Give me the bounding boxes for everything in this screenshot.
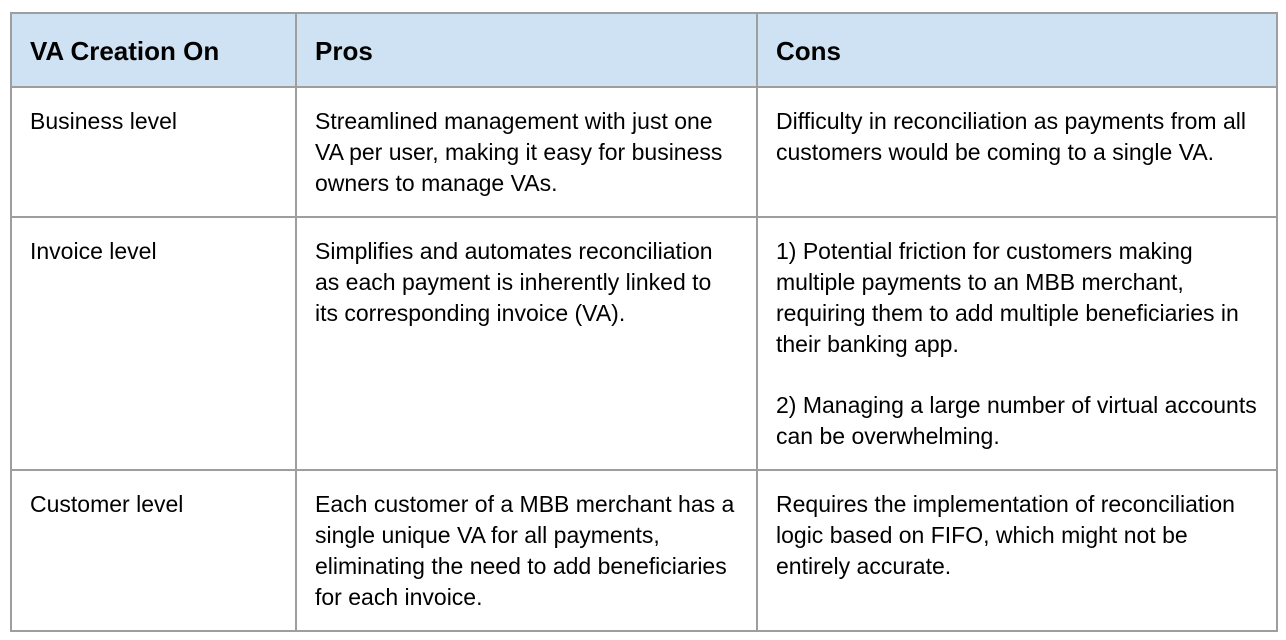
comparison-table-container — [10, 12, 1278, 632]
cell-pros — [296, 470, 757, 631]
header-cons: Cons — [757, 13, 1277, 87]
table-header-row — [11, 13, 1277, 87]
cell-level — [11, 217, 296, 470]
cons-text: Difficulty in reconciliation as payments from all customers would be coming to a single VA. — [776, 108, 1246, 165]
cell-cons — [757, 217, 1277, 470]
cons-text-item-1: 1) Potential friction for customers making multiple payments to an MBB merchant, requiring them to add multiple beneficiaries in their banking app. — [776, 238, 1239, 357]
pros-text: Each customer of a MBB merchant has a single unique VA for all payments, eliminating the need to add beneficiaries for each invoice. — [315, 491, 735, 610]
cell-cons — [757, 87, 1277, 217]
level-text: Customer level — [30, 491, 184, 517]
table-row-business-level — [11, 87, 1277, 217]
va-creation-comparison-table — [10, 12, 1278, 632]
level-text: Business level — [30, 108, 178, 134]
cell-pros — [296, 87, 757, 217]
table-row-invoice-level — [11, 217, 1277, 470]
header-va-creation-on: VA Creation On — [11, 13, 296, 87]
cons-text-item-2: 2) Managing a large number of virtual accounts can be overwhelming. — [776, 392, 1257, 449]
cell-cons — [757, 470, 1277, 631]
pros-text: Streamlined management with just one VA per user, making it easy for business owners to manage VAs. — [315, 108, 723, 196]
level-text: Invoice level — [30, 238, 157, 264]
header-pros: Pros — [296, 13, 757, 87]
cell-level — [11, 87, 296, 217]
cell-pros — [296, 217, 757, 470]
table-row-customer-level — [11, 470, 1277, 631]
cons-text: Requires the implementation of reconciliation logic based on FIFO, which might not be entirely accurate. — [776, 491, 1235, 579]
cell-level — [11, 470, 296, 631]
pros-text: Simplifies and automates reconciliation as each payment is inherently linked to its corresponding invoice (VA). — [315, 238, 713, 326]
